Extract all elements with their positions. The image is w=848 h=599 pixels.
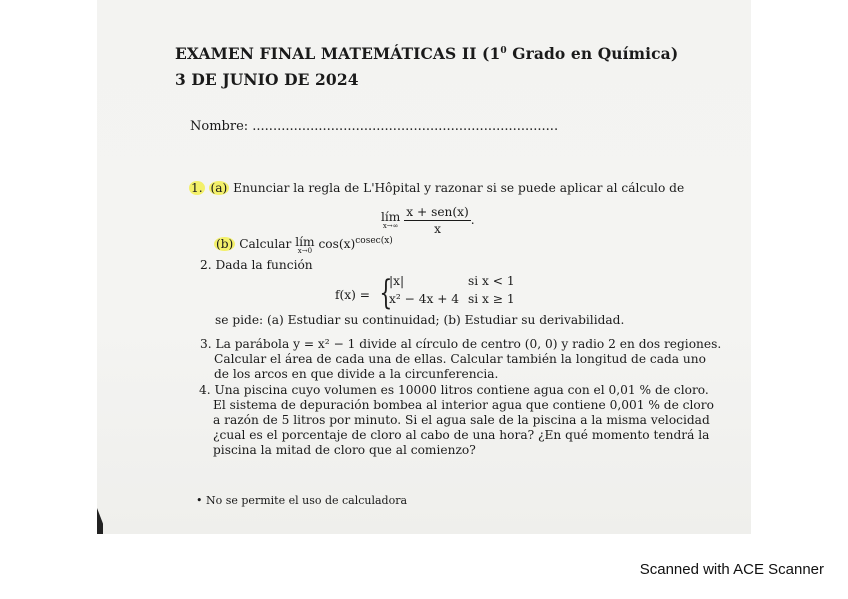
question-4-line-5: piscina la mitad de cloro que al comienzo? [213,443,476,457]
lim-word-a: lím [381,209,401,224]
question-2 [200,258,313,272]
question-3 [200,337,721,351]
question-1 [189,181,684,195]
name-label: Nombre: [190,119,249,134]
title-superscript: 0 [500,45,507,56]
case-1-condition: si x < 1 [468,274,515,288]
question-4-line-3: a razón de 5 litros por minuto. Si el agua sale de la piscina a la misma velocidad [213,413,710,427]
question-3-number: 3. [200,337,212,351]
question-3-line-1: La parábola y = x² − 1 divide al círculo de centro (0, 0) y radio 2 en dos regiones. [215,337,722,351]
note-bullet: • [196,494,203,507]
lim-word-b: lím [295,235,315,249]
question-4-number: 4. [199,383,211,397]
question-1b-expr: cos(x) [318,237,356,252]
question-3-line-2: Calcular el área de cada una de ellas. Calcular también la longitud de cada uno [214,352,706,366]
question-1b [214,236,393,255]
fraction-numerator: x + sen(x) [406,205,469,219]
question-4 [199,383,709,397]
lim-subscript-a: x→∞ [382,222,399,231]
case-1-expr: |x| [389,274,405,288]
question-4-line-2: El sistema de depuración bombea al interior agua que contiene 0,001 % de cloro [213,398,714,412]
question-4-line-4: ¿cual es el porcentaje de cloro al cabo de una hora? ¿En qué momento tendrá la [213,428,710,442]
exam-date: 3 DE JUNIO DE 2024 [175,70,359,89]
case-2-expr: x² − 4x + 4 [389,292,460,306]
scanner-watermark: Scanned with ACE Scanner [639,561,824,578]
question-2-intro: Dada la función [215,258,313,272]
question-4-line-1: Una piscina cuyo volumen es 10000 litros contiene agua con el 0,01 % de cloro. [214,383,709,397]
lim-subscript-b: x→0 [297,247,313,256]
function-label: f(x) = [335,288,370,302]
limit-expression-a [381,205,475,236]
question-2-ask: se pide: (a) Estudiar su continuidad; (b) Estudiar su derivabilidad. [215,313,625,327]
question-1b-text: Calcular [239,237,292,252]
title-text: EXAMEN FINAL MATEMÁTICAS II (1 [175,44,501,63]
question-1a-tag: (a) [210,181,228,195]
fraction-period: . [470,213,475,227]
calculator-note [196,494,407,507]
brace: { [379,273,393,313]
name-dots: .......................................................................... [252,119,559,134]
fraction-denominator: x [434,222,441,236]
question-1-number: 1. [191,181,203,195]
fraction [404,205,471,236]
question-1b-tag: (b) [216,237,234,252]
title-text-end: Grado en Química) [506,44,679,63]
question-1b-exponent: cosec(x) [355,236,393,246]
note-text: No se permite el uso de calculadora [206,494,408,507]
name-field [190,119,558,134]
question-1a-text: Enunciar la regla de L'Hôpital y razonar si se puede aplicar al cálculo de [233,181,685,195]
question-3-line-3: de los arcos en que divide a la circunferencia. [214,367,499,381]
question-2-number: 2. [200,258,212,272]
exam-title [175,44,678,63]
case-2-condition: si x ≥ 1 [468,292,515,306]
